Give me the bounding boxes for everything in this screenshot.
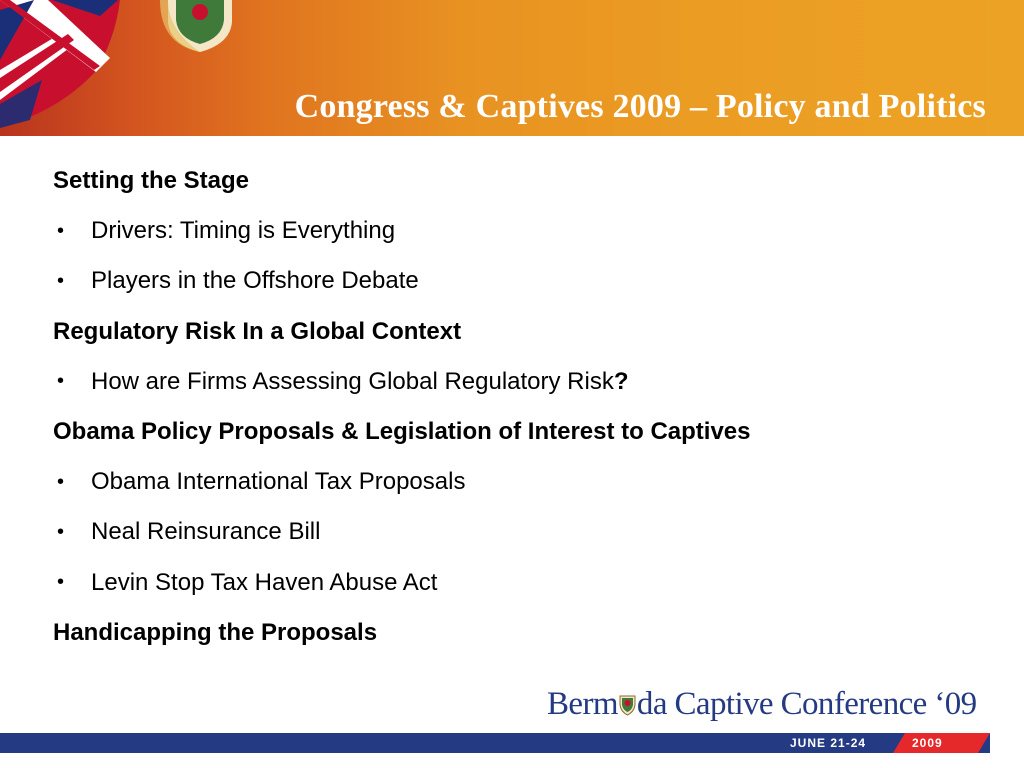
heading-handicapping [53, 608, 993, 658]
bullet-text-suffix: ? [613, 367, 629, 395]
bullet-obama-tax [53, 457, 993, 507]
slide-title: Congress & Captives 2009 – Policy and Politics [294, 88, 986, 125]
slide-content [53, 156, 993, 658]
bullet-neal-bill [53, 507, 993, 557]
bullet-text: Drivers: Timing is Everything [91, 217, 396, 245]
conference-logo [547, 686, 977, 723]
bermuda-crest-icon [619, 694, 636, 716]
conference-dates: JUNE 21-24 [790, 736, 867, 750]
bullet-dot-icon: • [57, 269, 65, 292]
bullet-text: Obama International Tax Proposals [91, 468, 466, 496]
bullet-text: Levin Stop Tax Haven Abuse Act [91, 568, 438, 596]
bullet-firms-assessing [53, 357, 993, 407]
bullet-levin-act [53, 558, 993, 608]
logo-text-end: da Captive Conference ‘09 [636, 686, 977, 722]
heading-obama-policy [53, 407, 993, 457]
bullet-dot-icon: • [57, 370, 65, 393]
bullet-dot-icon: • [57, 470, 65, 493]
conference-year: 2009 [912, 736, 943, 750]
bullet-dot-icon: • [57, 219, 65, 242]
bullet-dot-icon: • [57, 571, 65, 594]
heading-text: Handicapping the Proposals [53, 618, 378, 646]
bullet-dot-icon: • [57, 520, 65, 543]
heading-setting-the-stage [53, 156, 993, 206]
bullet-players [53, 256, 993, 306]
bermuda-flag-icon [0, 0, 260, 136]
heading-regulatory-risk [53, 307, 993, 357]
heading-text: Obama Policy Proposals & Legislation of Interest to Captives [53, 418, 751, 446]
footer-bar [0, 732, 1024, 754]
heading-text: Setting the Stage [53, 167, 250, 195]
heading-text: Regulatory Risk In a Global Context [53, 317, 462, 345]
bullet-drivers [53, 206, 993, 256]
logo-text-start: Berm [547, 686, 618, 722]
title-banner [0, 0, 1024, 136]
bullet-text: Neal Reinsurance Bill [91, 518, 321, 546]
bullet-text: Players in the Offshore Debate [91, 267, 419, 295]
bullet-text: How are Firms Assessing Global Regulatory Risk [91, 367, 614, 395]
